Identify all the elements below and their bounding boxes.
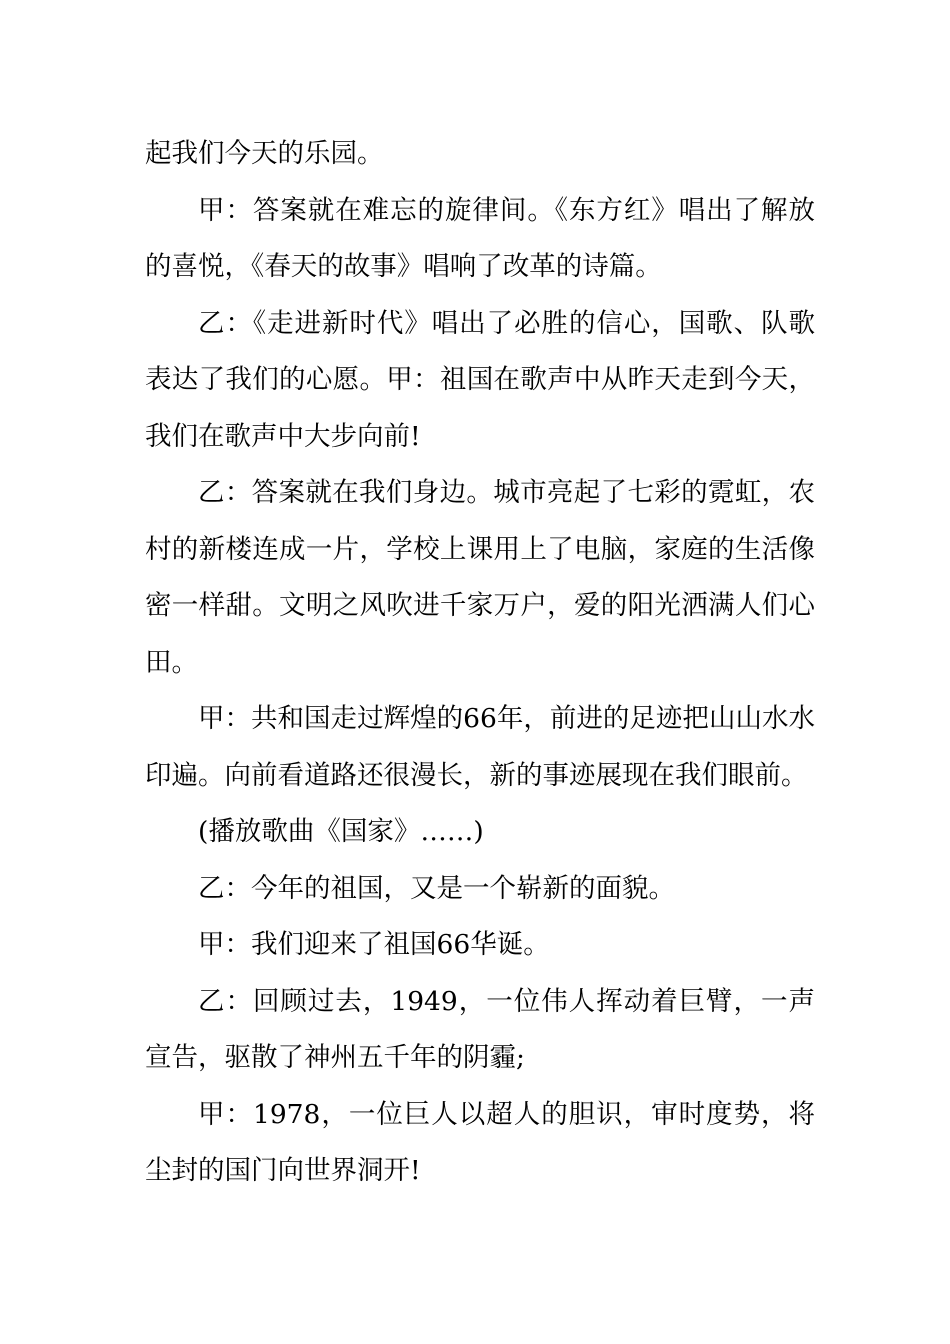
document-body (145, 126, 815, 1200)
paragraph-4: 乙：答案就在我们身边。城市亮起了七彩的霓虹，农村的新楼连成一片，学校上课用上了电脑，家庭的生活像密一样甜。文明之风吹进千家万户，爱的阳光洒满人们心田。 (145, 477, 815, 678)
paragraph-8: 甲：我们迎来了祖国66华诞。 (198, 929, 550, 960)
paragraph-10: 甲：1978，一位巨人以超人的胆识，审时度势，将尘封的国门向世界洞开! (145, 1098, 815, 1186)
paragraph-5: 甲：共和国走过辉煌的66年，前进的足迹把山山水水印遍。向前看道路还很漫长，新的事迹展现在我们眼前。 (145, 703, 815, 791)
paragraph-7: 乙：今年的祖国，又是一个崭新的面貌。 (198, 872, 675, 904)
paragraph-9: 乙：回顾过去，1949，一位伟人挥动着巨臂，一声宣告，驱散了神州五千年的阴霾; (145, 985, 815, 1073)
paragraph-1: 起我们今天的乐园。 (145, 138, 384, 169)
paragraph-6: (播放歌曲《国家》……) (198, 816, 484, 847)
paragraph-3: 乙：《走进新时代》唱出了必胜的信心，国歌、队歌表达了我们的心愿。甲：祖国在歌声中从昨天走到今天，我们在歌声中大步向前! (145, 307, 815, 452)
paragraph-2: 甲：答案就在难忘的旋律间。《东方红》唱出了解放的喜悦，《春天的故事》唱响了改革的诗篇。 (145, 194, 815, 282)
